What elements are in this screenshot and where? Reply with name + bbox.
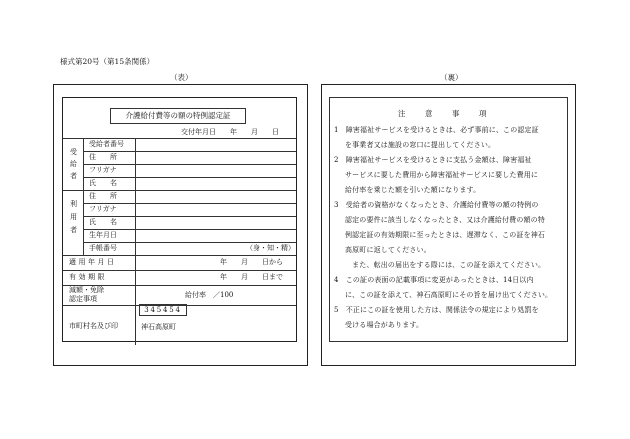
note-line: を事業者又は施設の窓口に提出してください。: [345, 141, 496, 149]
recipient-name-label: 氏 名: [89, 179, 117, 187]
user-handbook-label: 手帳番号: [89, 244, 117, 252]
certificate-form: [62, 97, 297, 342]
note-line: 給付率を乗じた額を引いた額になります。: [345, 186, 481, 194]
user-birth-label: 生年月日: [89, 231, 117, 239]
reduction-label-2: 認定事項: [69, 295, 97, 303]
user-name-label: 氏 名: [89, 218, 117, 226]
note-line: 1 障害福祉サービスを受けるときは、必ず事前に、この認定証: [334, 126, 539, 134]
recipient-furigana-label: フリガナ: [89, 166, 117, 174]
handbook-type: （身・知・精）: [246, 244, 295, 252]
note-line: また、転出の届出をする際には、この証を添えてください。: [345, 261, 546, 269]
form-number-label: 様式第20号（第15条関係）: [60, 57, 155, 66]
reduction-label-1: 減額・免除: [69, 286, 104, 294]
user-furigana-label: フリガナ: [89, 205, 117, 213]
recipient-group-label: 受給者: [70, 148, 77, 180]
municipality-name: 神石高原町: [141, 323, 176, 331]
note-line: 高原町に返してください。: [345, 246, 431, 254]
note-line: 5 不正にこの証を使用した方は、関係法令の規定により処罰を: [334, 306, 539, 314]
note-line: 3 受給者の資格がなくなったとき、介護給付費等の額の特例の: [334, 201, 539, 209]
user-address-label: 住 所: [89, 192, 117, 200]
back-side-label: （裏）: [440, 73, 463, 82]
municipality-label: 市町村名及び印: [69, 322, 118, 330]
expiry-label: 有効期限: [69, 273, 107, 281]
note-line: 受ける場合があります。: [345, 321, 424, 329]
note-line: サービスに要した費用から障害福祉サービスに要した費用に: [345, 171, 539, 179]
recipient-number-label: 受給者番号: [89, 140, 124, 148]
period-label: 適用年月日: [69, 258, 117, 266]
municipality-code: 345454: [139, 304, 187, 316]
note-line: 認定の要件に該当しなくなったとき、又は介護給付費の額の特: [345, 216, 545, 224]
note-line: 2 障害福祉サービスを受けるときに支払う金額は、障害福祉: [334, 156, 532, 164]
expiry-value: 年 月 日まで: [220, 273, 283, 281]
front-side-label: （表）: [170, 73, 193, 82]
rate-label: 給付率 ／100: [185, 291, 234, 299]
user-group-label: 利用者: [70, 200, 77, 234]
recipient-address-label: 住 所: [89, 153, 117, 161]
issue-date-label: 交付年月日 年 月 日: [181, 128, 279, 136]
note-line: 4 この証の表面の記載事項に変更があったときは、14日以内: [334, 276, 534, 284]
notes-title: 注 意 事 項: [398, 109, 493, 118]
note-line: 例認定証の有効期限に至ったときは、遅滞なく、この証を神石: [345, 231, 546, 239]
note-line: に、この証を添えて、神石高原町にその旨を届け出てください。: [345, 291, 553, 299]
period-value: 年 月 日から: [220, 258, 283, 266]
certificate-title: 介護給付費等の額の特例認定証: [110, 108, 246, 124]
